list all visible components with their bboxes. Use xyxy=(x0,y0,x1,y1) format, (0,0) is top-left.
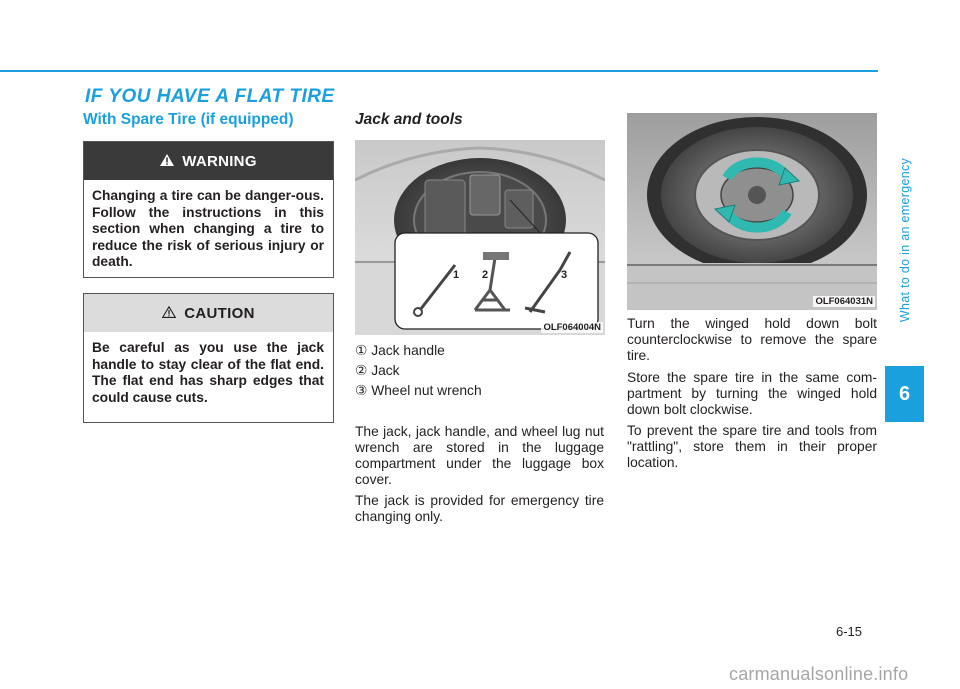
jack-tools-figure xyxy=(355,140,605,335)
subsection-title: With Spare Tire (if equipped) xyxy=(83,111,294,128)
header-rule xyxy=(0,70,878,72)
jack-tools-heading: Jack and tools xyxy=(355,111,463,128)
caution-text: Be careful as you use the jack handle to stay clear of the flat end. The flat end has sharp edges that could cause cuts. xyxy=(92,340,324,405)
caution-triangle-icon xyxy=(162,305,176,322)
spare-tire-figure xyxy=(627,113,877,310)
warning-box xyxy=(83,141,334,278)
warning-header xyxy=(84,142,333,180)
caution-header xyxy=(84,294,333,332)
warning-title: WARNING xyxy=(182,152,257,170)
watermark: carmanualsonline.info xyxy=(729,664,909,684)
figure-code-jack: OLF064004N xyxy=(543,322,601,333)
warning-text: Changing a tire can be danger-ous. Follow the instructions in this section when changing a tire to reduce the risk of serious injury or death. xyxy=(92,188,324,269)
figure-callout-2: 2 xyxy=(482,269,489,281)
list-item-jack-handle: ① Jack handle xyxy=(355,343,445,358)
caution-title: CAUTION xyxy=(184,304,255,322)
figure-callout-1: 1 xyxy=(453,269,460,281)
figure-code-spare: OLF064031N xyxy=(815,296,873,307)
jack-tools-list xyxy=(355,341,482,401)
jack-para-2: The jack is provided for emergency tire changing only. xyxy=(355,493,604,524)
list-item-wheel-nut-wrench: ③ Wheel nut wrench xyxy=(355,383,482,398)
section-title: IF YOU HAVE A FLAT TIRE xyxy=(85,86,335,107)
spare-tire-illustration xyxy=(627,113,877,310)
spare-para-3: To prevent the spare tire and tools from "rattling", store them in their proper location. xyxy=(627,423,877,470)
luggage-compartment-illustration xyxy=(355,140,605,335)
jack-para-1: The jack, jack handle, and wheel lug nut wrench are stored in the luggage compartment under the luggage box cover. xyxy=(355,424,604,487)
chapter-tab-label xyxy=(898,120,912,360)
warning-triangle-icon xyxy=(160,153,174,170)
list-item-jack: ② Jack xyxy=(355,363,400,378)
caution-box xyxy=(83,293,334,423)
page-number: 6-15 xyxy=(836,624,863,639)
figure-callout-3: 3 xyxy=(561,269,568,281)
chapter-tab-text: What to do in an emergency xyxy=(898,157,912,323)
chapter-number-tab: 6 xyxy=(885,366,924,422)
spare-para-2: Store the spare tire in the same com-partment by turning the winged hold down bolt clockwise. xyxy=(627,370,877,417)
spare-para-1: Turn the winged hold down bolt counterclockwise to remove the spare tire. xyxy=(627,316,877,363)
